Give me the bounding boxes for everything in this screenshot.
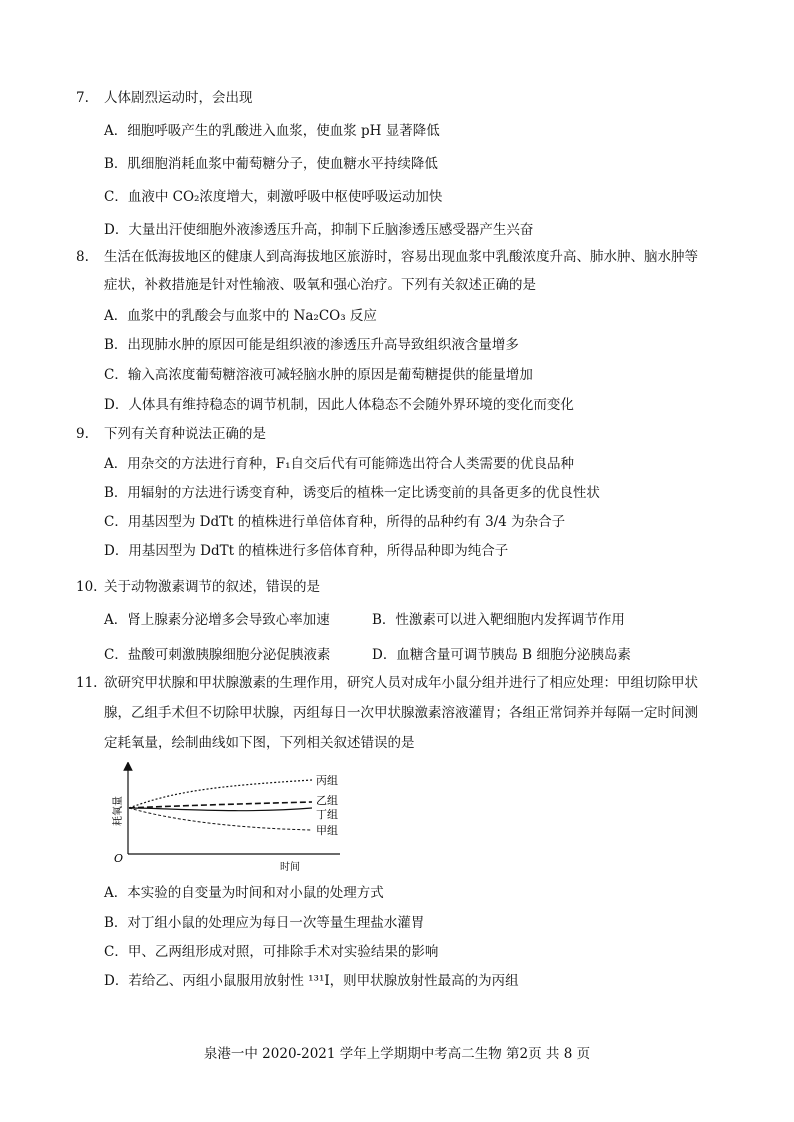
q9-stem: 下列有关育种说法正确的是 — [104, 426, 266, 442]
page-footer: 泉港一中 2020-2021 学年上学期期中考高二生物 第2页 共 8 页 — [203, 1046, 591, 1062]
q8-option-a: A．血浆中的乳酸会与血浆中的 Na₂CO₃ 反应 — [104, 308, 377, 324]
q7-option-d: D．大量出汗使细胞外液渗透压升高，抑制下丘脑渗透压感受器产生兴奋 — [104, 222, 534, 238]
q7-number: 7. — [76, 90, 89, 106]
series-label-yi: 乙组 — [316, 794, 338, 807]
q7-option-a: A．细胞呼吸产生的乳酸进入血浆，使血浆 pH 显著降低 — [104, 123, 440, 139]
q11-stem-line3: 定耗氧量，绘制曲线如下图，下列相关叙述错误的是 — [104, 735, 415, 751]
q7-option-b: B．肌细胞消耗血浆中葡萄糖分子，使血糖水平持续降低 — [104, 156, 438, 172]
q11-option-a: A．本实验的自变量为时间和对小鼠的处理方式 — [104, 885, 384, 901]
x-axis-label: 时间 — [280, 862, 300, 873]
q9-option-c: C．用基因型为 DdTt 的植株进行单倍体育种，所得的品种约有 3/4 为杂合子 — [104, 514, 566, 530]
series-ding-line — [129, 808, 312, 811]
oxygen-consumption-chart — [112, 762, 362, 874]
q7-option-c: C．血液中 CO₂浓度增大，刺激呼吸中枢使呼吸运动加快 — [104, 189, 443, 205]
q7-stem: 人体剧烈运动时，会出现 — [104, 90, 253, 106]
q11-option-c: C．甲、乙两组形成对照，可排除手术对实验结果的影响 — [104, 944, 439, 960]
q10-number: 10. — [76, 579, 98, 595]
q8-option-c: C．输入高浓度葡萄糖溶液可减轻脑水肿的原因是葡萄糖提供的能量增加 — [104, 367, 533, 383]
q8-stem-line1: 生活在低海拔地区的健康人到高海拔地区旅游时，容易出现血浆中乳酸浓度升高、肺水肿、脑水肿等 — [104, 249, 698, 265]
q11-stem-line2: 腺，乙组手术但不切除甲状腺，丙组每日一次甲状腺激素溶液灌胃；各组正常饲养并每隔一定时间测 — [104, 705, 698, 721]
series-label-ding: 丁组 — [316, 808, 338, 821]
q10-stem: 关于动物激素调节的叙述，错误的是 — [104, 579, 320, 595]
q10-option-d: D．血糖含量可调节胰岛 B 细胞分泌胰岛素 — [372, 647, 631, 663]
q11-option-b: B．对丁组小鼠的处理应为每日一次等量生理盐水灌胃 — [104, 915, 425, 931]
q8-stem-line2: 症状，补救措施是针对性输液、吸氧和强心治疗。下列有关叙述正确的是 — [104, 277, 536, 293]
y-axis-label: 耗氧量 — [113, 796, 124, 826]
q8-number: 8. — [76, 249, 89, 265]
q10-option-b: B．性激素可以进入靶细胞内发挥调节作用 — [372, 612, 625, 628]
q11-option-d: D．若给乙、丙组小鼠服用放射性 ¹³¹I，则甲状腺放射性最高的为丙组 — [104, 973, 519, 989]
q9-number: 9. — [76, 426, 89, 442]
q10-option-c: C．盐酸可刺激胰腺细胞分泌促胰液素 — [104, 647, 331, 663]
q9-option-b: B．用辐射的方法进行诱变育种，诱变后的植株一定比诱变前的具备更多的优良性状 — [104, 485, 600, 501]
series-label-bing: 丙组 — [316, 774, 338, 787]
q10-option-a: A．肾上腺素分泌增多会导致心率加速 — [104, 612, 330, 628]
q11-number: 11. — [76, 675, 98, 691]
q8-option-d: D．人体具有维持稳态的调节机制，因此人体稳态不会随外界环境的变化而变化 — [104, 397, 574, 413]
q9-option-d: D．用基因型为 DdTt 的植株进行多倍体育种，所得品种即为纯合子 — [104, 543, 509, 559]
q8-option-b: B．出现肺水肿的原因可能是组织液的渗透压升高导致组织液含量增多 — [104, 337, 519, 353]
q9-option-a: A．用杂交的方法进行育种，F₁自交后代有可能筛选出符合人类需要的优良品种 — [104, 456, 575, 472]
series-label-jia: 甲组 — [316, 824, 338, 837]
q11-stem-line1: 欲研究甲状腺和甲状腺激素的生理作用，研究人员对成年小鼠分组并进行了相应处理：甲组切除甲状 — [104, 675, 698, 691]
series-jia-line — [129, 808, 312, 830]
origin-label: O — [114, 852, 124, 865]
series-yi-line — [129, 802, 312, 808]
